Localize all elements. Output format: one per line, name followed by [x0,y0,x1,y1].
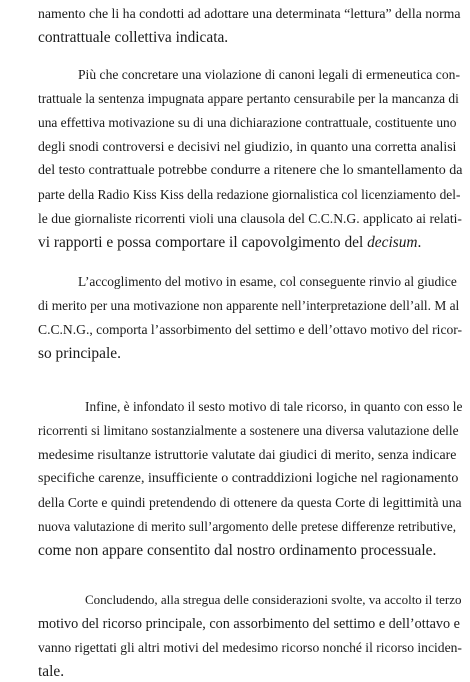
text-line: L’accoglimento del motivo in esame, col conseguente rinvio al giudice [78,274,457,289]
text-line: Infine, è infondato il sesto motivo di tale ricorso, in quanto con esso le [85,399,463,414]
text-line [38,233,421,253]
text-line: le due giornaliste ricorrenti violi una clausola del C.C.N.G. applicato ai relati- [38,211,462,226]
punctuation: . [417,234,422,251]
text-line: namento che li ha condotti ad adottare una determinata “lettura” della norma [38,6,461,21]
italic-term: decisum [367,234,418,251]
text-line: contrattuale collettiva indicata. [38,29,229,46]
text-line: degli snodi controversi e decisivi nel giudizio, in quanto una corretta analisi [38,139,457,154]
text-run: vi rapporti e possa comportare il capovolgimento del [38,234,364,251]
text-line: vanno rigettati gli altri motivi del medesimo ricorso nonché il ricorso inciden- [38,640,462,655]
text-line: come non appare consentito dal nostro ordinamento processuale. [38,542,437,559]
text-line: so principale. [38,345,121,362]
text-line: ricorrenti si limitano sostanzialmente a sostenere una diversa valutazione delle [38,423,459,438]
text-line: tale. [38,663,65,680]
text-line: della Corte e quindi pretendendo di ottenere da questa Corte di legittimità una [38,495,462,510]
text-line: di merito per una motivazione non apparente nell’interpretazione dell’all. M al [38,298,460,313]
text-line: medesime risultanze istruttorie valutate dai giudici di merito, senza indicare [38,447,457,462]
text-line: C.C.N.G., comporta l’assorbimento del settimo e dell’ottavo motivo del ricor- [38,322,463,337]
text-line: motivo del ricorso principale, con assorbimento del settimo e dell’ottavo e [38,616,460,632]
text-line: specifiche carenze, insufficiente o contraddizioni logiche nel ragionamento [38,471,459,486]
text-line: nuova valutazione di merito sull’argomento delle pretese differenze retributive, [38,519,457,534]
text-line: una effettiva motivazione su di una dichiarazione contrattuale, costituente uno [38,115,457,130]
text-line: Più che concretare una violazione di canoni legali di ermeneutica con- [78,67,460,82]
text-line: Concludendo, alla stregua delle considerazioni svolte, va accolto il terzo [85,592,462,607]
text-line: del testo contrattuale potrebbe condurre a ritenere che lo smantellamento da [38,163,463,178]
text-line: trattuale la sentenza impugnata appare pertanto censurabile per la mancanza di [38,91,459,106]
text-line: parte della Radio Kiss Kiss della redazione giornalistica col licenziamento del- [38,187,461,202]
